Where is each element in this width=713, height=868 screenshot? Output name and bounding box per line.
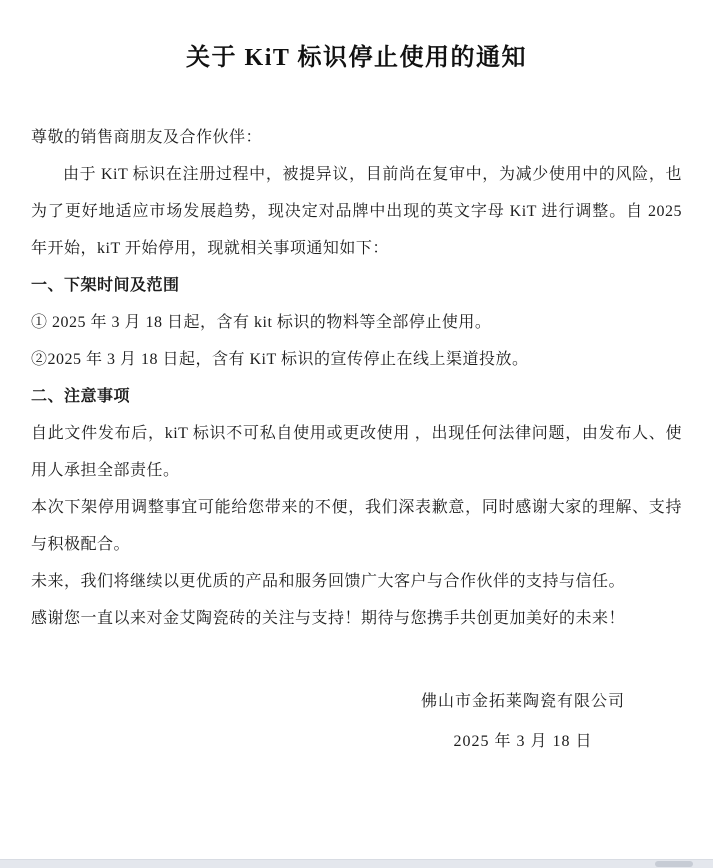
scrollbar-thumb[interactable] xyxy=(655,861,693,867)
section-1-heading: 一、下架时间及范围 xyxy=(31,277,180,294)
section-1-item-2: ②2025 年 3 月 18 日起，含有 KiT 标识的宣传停止在线上渠道投放。 xyxy=(31,351,529,368)
section-2-heading: 二、注意事项 xyxy=(31,388,131,405)
signature-company: 佛山市金拓莱陶瓷有限公司 xyxy=(420,693,625,710)
section-2-paragraph-2: 本次下架停用调整事宜可能给您带来的不便，我们深表歉意，同时感谢大家的理解、支持与积极配合。 xyxy=(31,499,682,553)
section-2-paragraph-3: 未来，我们将继续以更优质的产品和服务回馈广大客户与合作伙伴的支持与信任。 xyxy=(31,573,626,590)
signature-date: 2025 年 3 月 18 日 xyxy=(453,733,593,750)
section-2-paragraph-1: 自此文件发布后，kiT 标识不可私自使用或更改使用 ，出现任何法律问题，由发布人、使用人承担全部责任。 xyxy=(31,425,682,479)
document-title: 关于 KiT 标识停止使用的通知 xyxy=(186,45,527,71)
intro-paragraph: 由于 KiT 标识在注册过程中，被提异议，目前尚在复审中，为减少使用中的风险，也为了更好地适应市场发展趋势，现决定对品牌中出现的英文字母 KiT 进行调整。自 2025 年开始，kiT 开始停用，现就相关事项通知如下： xyxy=(31,166,682,257)
salutation: 尊敬的销售商朋友及合作伙伴： xyxy=(31,129,263,146)
section-1-item-1: ① 2025 年 3 月 18 日起，含有 kit 标识的物料等全部停止使用。 xyxy=(31,314,492,331)
signature-block xyxy=(421,690,625,754)
section-2-paragraph-4: 感谢您一直以来对金艾陶瓷砖的关注与支持！期待与您携手共创更加美好的未来！ xyxy=(31,610,626,627)
horizontal-scrollbar[interactable] xyxy=(0,859,713,868)
